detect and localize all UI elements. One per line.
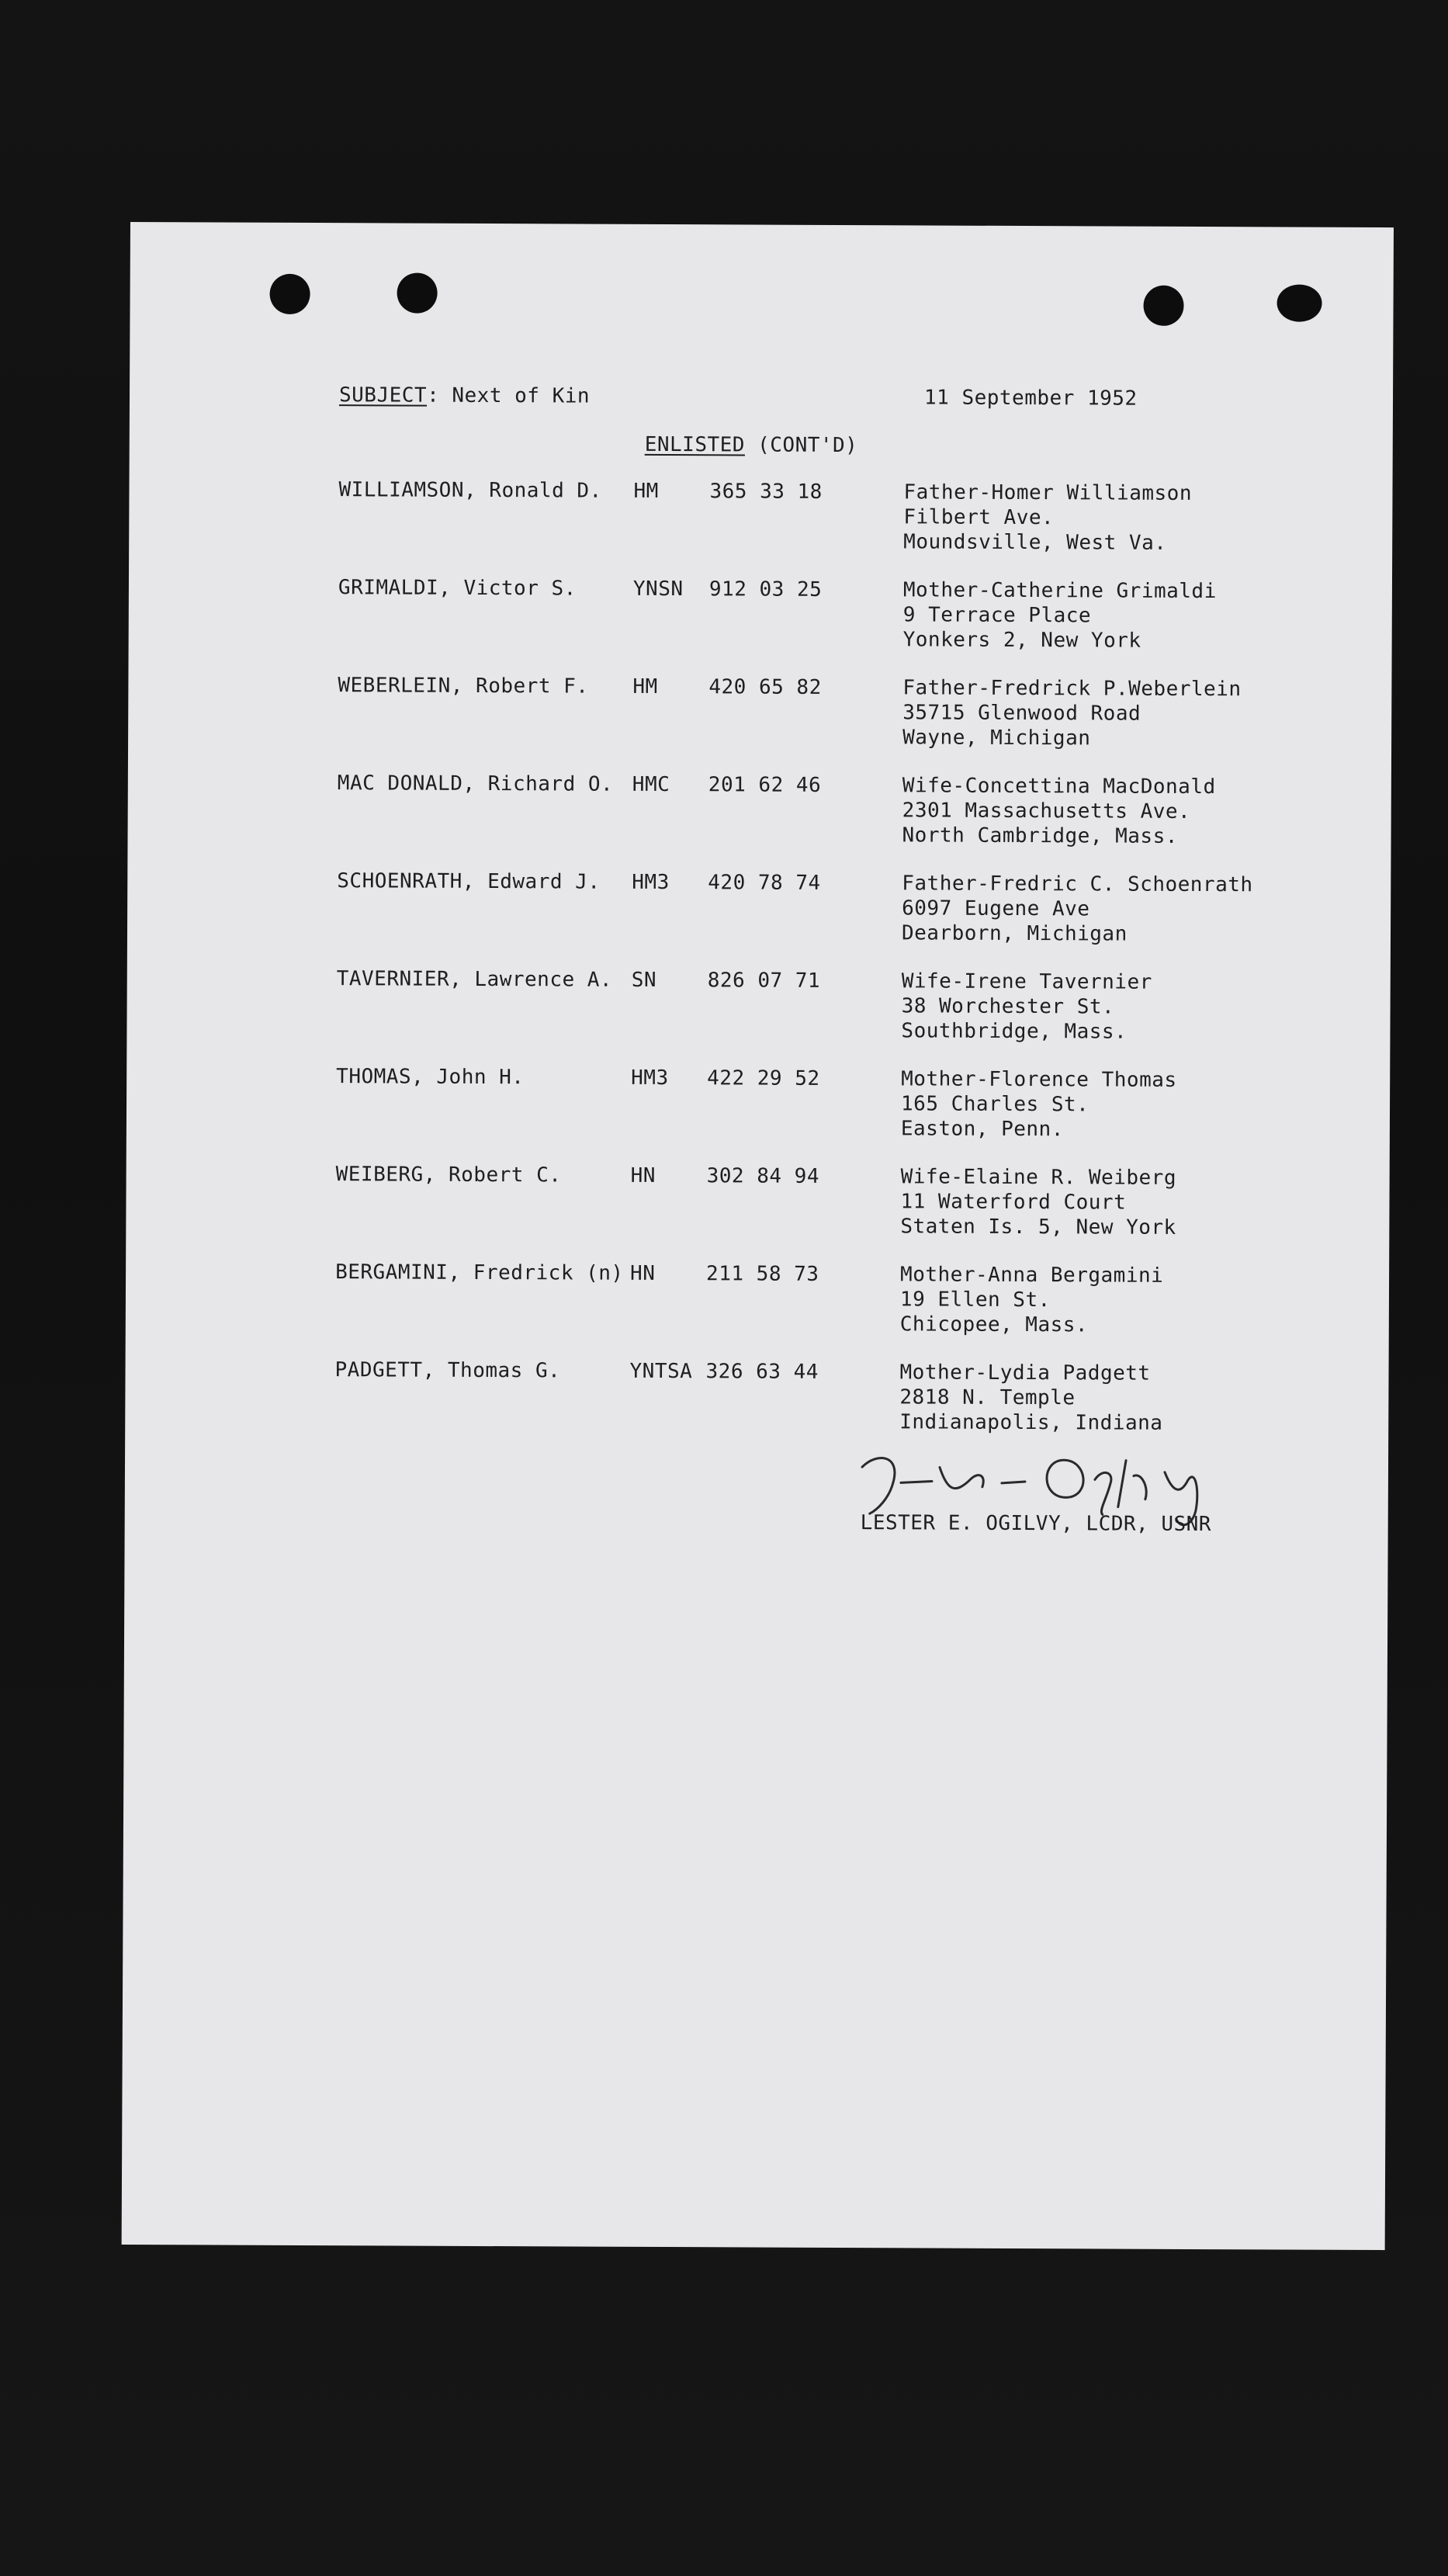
- kin-line: 35715 Glenwood Road: [902, 701, 1141, 726]
- entry-rate: YNSN: [632, 577, 684, 602]
- kin-line: 6097 Eugene Ave: [902, 896, 1090, 921]
- section-label: ENLISTED: [644, 432, 746, 457]
- entry-name: WEIBERG, Robert C.: [335, 1163, 562, 1187]
- entry-rate: HM3: [632, 870, 670, 895]
- entry-service-number: 326 63 44: [705, 1360, 819, 1384]
- kin-line: Mother-Florence Thomas: [901, 1067, 1177, 1092]
- entry-service-number: 420 65 82: [708, 675, 822, 699]
- kin-line: 38 Worchester St.: [901, 994, 1115, 1019]
- entry-service-number: 912 03 25: [708, 577, 823, 602]
- entry-service-number: 211 58 73: [706, 1262, 819, 1286]
- document-date: 11 September 1952: [923, 386, 1138, 411]
- entry-name: WILLIAMSON, Ronald D.: [338, 478, 602, 503]
- entry-rate: YNTSA: [629, 1359, 693, 1384]
- kin-line: Father-Fredrick P.Weberlein: [902, 676, 1242, 702]
- kin-line: Father-Fredric C. Schoenrath: [902, 872, 1253, 897]
- section-heading: [645, 432, 858, 458]
- entry-name: SCHOENRATH, Edward J.: [337, 869, 601, 894]
- entry-name: THOMAS, John H.: [336, 1065, 525, 1090]
- entry-rate: HMC: [632, 772, 670, 797]
- entry-next-of-kin: [901, 969, 1152, 1044]
- entry-name: PADGETT, Thomas G.: [334, 1358, 561, 1383]
- entry-name: GRIMALDI, Victor S.: [338, 576, 577, 601]
- kin-line: Chicopee, Mass.: [899, 1312, 1089, 1337]
- entry-service-number: 302 84 94: [706, 1164, 820, 1188]
- punch-hole-right-1: [1143, 286, 1183, 326]
- subject-text: : Next of Kin: [427, 383, 591, 408]
- entry-rate: HM3: [631, 1066, 669, 1090]
- entry-name: MAC DONALD, Richard O.: [337, 771, 614, 796]
- kin-line: North Cambridge, Mass.: [902, 823, 1178, 848]
- kin-line: 165 Charles St.: [900, 1092, 1089, 1117]
- entry-rate: HN: [630, 1261, 656, 1285]
- section-suffix: (CONT'D): [744, 433, 858, 458]
- kin-line: 2301 Massachusetts Ave.: [902, 799, 1191, 823]
- entry-next-of-kin: [901, 1066, 1177, 1142]
- kin-line: Mother-Lydia Padgett: [899, 1361, 1151, 1385]
- kin-line: Indianapolis, Indiana: [899, 1410, 1163, 1435]
- entry-next-of-kin: [902, 773, 1215, 849]
- kin-line: Mother-Anna Bergamini: [900, 1263, 1164, 1288]
- kin-line: Mother-Catherine Grimaldi: [902, 578, 1217, 604]
- entry-next-of-kin: [902, 871, 1253, 947]
- kin-line: Wife-Irene Tavernier: [901, 969, 1152, 994]
- entry-service-number: 420 78 74: [708, 871, 821, 895]
- entry-service-number: 365 33 18: [709, 480, 823, 504]
- entry-next-of-kin: [899, 1360, 1163, 1435]
- entry-service-number: 826 07 71: [707, 969, 821, 993]
- entry-name: TAVERNIER, Lawrence A.: [336, 967, 613, 992]
- kin-line: Wayne, Michigan: [902, 726, 1091, 751]
- kin-line: 19 Ellen St.: [899, 1288, 1051, 1312]
- entry-rate: HN: [630, 1163, 656, 1187]
- kin-line: 2818 N. Temple: [899, 1385, 1076, 1410]
- entry-next-of-kin: [900, 1164, 1176, 1240]
- kin-line: Dearborn, Michigan: [901, 921, 1128, 946]
- kin-line: Filbert Ave.: [903, 505, 1055, 530]
- punch-hole-left-2: [397, 273, 437, 314]
- kin-line: Father-Homer Williamson: [903, 480, 1193, 505]
- entry-service-number: 422 29 52: [707, 1066, 820, 1090]
- kin-line: Staten Is. 5, New York: [900, 1215, 1176, 1239]
- kin-line: Wife-Concettina MacDonald: [902, 774, 1216, 799]
- entry-next-of-kin: [903, 480, 1192, 556]
- entry-rate: HM: [632, 674, 658, 699]
- kin-line: Wife-Elaine R. Weiberg: [900, 1165, 1177, 1190]
- kin-line: Yonkers 2, New York: [902, 628, 1141, 653]
- kin-line: Moundsville, West Va.: [903, 530, 1167, 555]
- kin-line: 11 Waterford Court: [900, 1190, 1127, 1215]
- entry-next-of-kin: [902, 675, 1242, 751]
- punch-hole-right-2: [1277, 284, 1322, 321]
- kin-line: 9 Terrace Place: [902, 603, 1092, 628]
- entry-next-of-kin: [900, 1262, 1164, 1337]
- entry-next-of-kin: [903, 577, 1217, 654]
- entry-rate: SN: [631, 968, 657, 992]
- kin-line: Southbridge, Mass.: [901, 1019, 1128, 1044]
- document-page: [122, 222, 1394, 2250]
- entry-name: BERGAMINI, Fredrick (n): [335, 1260, 624, 1285]
- entry-service-number: 201 62 46: [708, 773, 822, 797]
- punch-hole-left-1: [269, 274, 310, 314]
- subject-line: [339, 383, 590, 408]
- entry-rate: HM: [633, 479, 659, 503]
- signature-name: LESTER E. OGILVY, LCDR, USNR: [860, 1511, 1212, 1537]
- kin-line: Easton, Penn.: [900, 1117, 1064, 1142]
- subject-label: SUBJECT: [338, 383, 428, 407]
- entry-name: WEBERLEIN, Robert F.: [338, 674, 589, 699]
